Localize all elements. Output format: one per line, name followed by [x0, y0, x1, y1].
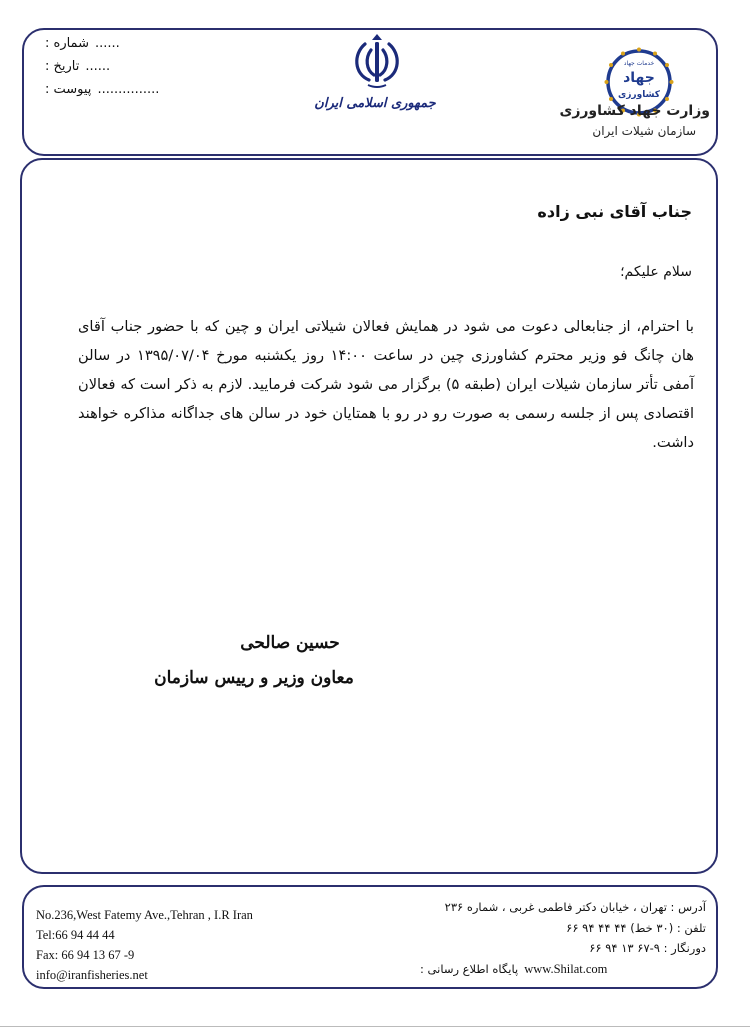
page-edge-divider: [0, 1026, 750, 1027]
letter-body-paragraph: با احترام، از جنابعالی دعوت می شود در همایش فعالان شیلاتی ایران و چین که با حضور جناب آقای هان چانگ فو وزیر محترم کشاورزی چین در ساعت ۱۴:۰۰ روز یکشنبه مورخ ۱۳۹۵/۰۷/۰۴ در سالن آمفی تأتر سازمان شیلات ایران (طبقه ۵) برگزار می شود شرکت فرمایید. لازم به ذکر است که فعالان اقتصادی پس از جلسه رسمی به صورت رو در رو با همتایان خود در سالن های جداگانه مذاکره خواهند داشت.: [78, 318, 695, 451]
republic-caption: جمهوری اسلامی ایران: [314, 96, 436, 111]
letter-salutation: سلام علیکم؛: [620, 264, 692, 280]
footer-english-contact: [36, 905, 336, 985]
letter-meta-fields: [45, 32, 205, 101]
footer-website-label: پایگاه اطلاع رسانی :: [420, 961, 519, 976]
logo-small-caption: خدمات جهاد: [623, 60, 655, 67]
meta-date-dots: ......: [85, 59, 111, 74]
meta-number-dots: ......: [94, 36, 120, 51]
organization-name: سازمان شیلات ایران: [592, 124, 696, 138]
footer-persian-contact: [420, 897, 706, 979]
footer-fax-fa: دورنگار : ۹-۶۷ ۱۳ ۹۴ ۶۶: [589, 941, 706, 955]
meta-number-row: [45, 32, 205, 55]
footer-address-en: No.236,West Fatemy Ave.,Tehran , I.R Iran: [36, 908, 253, 922]
meta-attachment-row: [45, 78, 205, 101]
meta-date-row: [45, 55, 205, 78]
ministry-name: وزارت جهاد کشاورزی: [559, 103, 710, 119]
meta-attachment-label: پیوست :: [45, 82, 92, 97]
signer-title: معاون وزیر و رییس سازمان: [154, 668, 354, 688]
footer-website-link[interactable]: www.Shilat.com: [524, 961, 608, 976]
footer-address-fa: آدرس : تهران ، خیابان دکتر فاطمی غربی ، شماره ۲۳۶: [444, 900, 706, 914]
meta-date-label: تاریخ :: [45, 59, 80, 74]
signer-name: حسین صالحی: [240, 633, 340, 653]
letter-recipient: جناب آقای نبی زاده: [537, 202, 692, 221]
footer-tel-en: Tel:66 94 44 44: [36, 928, 115, 942]
meta-number-label: شماره :: [45, 36, 89, 51]
footer-tel-fa: تلفن : (۳۰ خط) ۴۴ ۴۴ ۹۴ ۶۶: [566, 920, 706, 935]
footer-website-row: [420, 959, 706, 980]
meta-attachment-dots: ...............: [97, 82, 160, 97]
footer-email[interactable]: info@iranfisheries.net: [36, 968, 148, 982]
logo-bottom-text: کشاورزی: [618, 90, 660, 100]
iran-emblem-icon: [346, 30, 408, 92]
logo-main-text: جهاد: [623, 70, 655, 86]
footer-fax-en: Fax: 66 94 13 67 -9: [36, 948, 135, 962]
